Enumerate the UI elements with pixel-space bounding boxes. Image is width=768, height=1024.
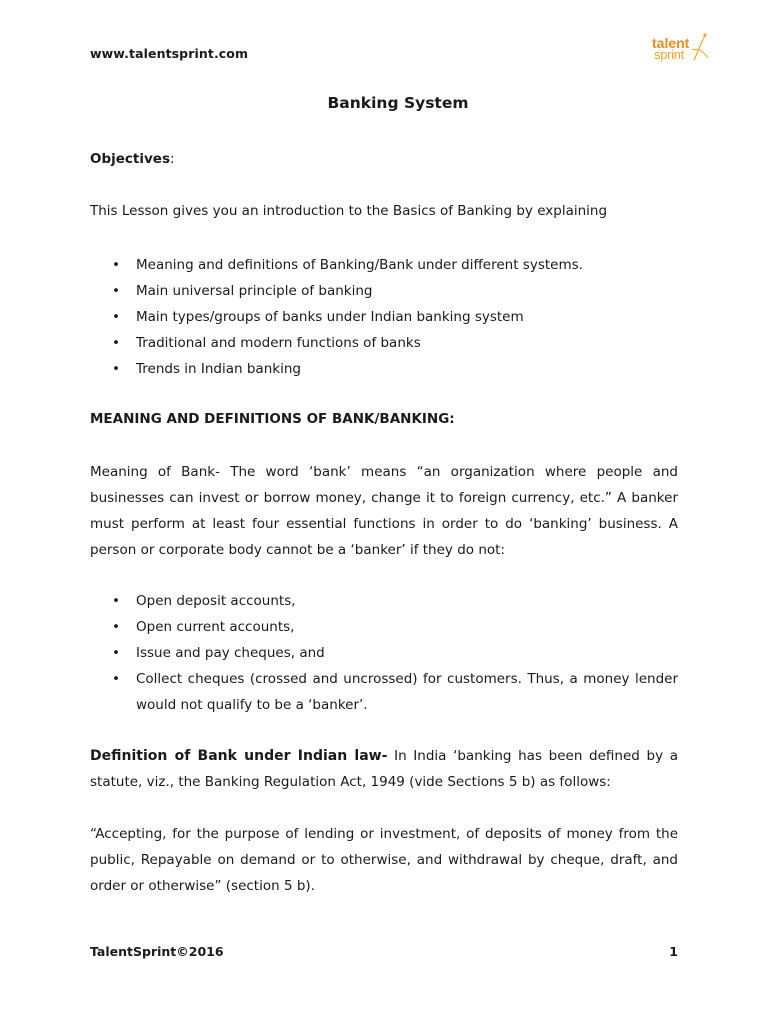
- list-item: • Meaning and definitions of Banking/Bank under different systems.: [90, 252, 583, 278]
- logo-line-talent: talent: [652, 35, 690, 51]
- footer-copyright: TalentSprint©2016: [90, 944, 224, 959]
- list-item: • Issue and pay cheques, and: [90, 640, 678, 666]
- page-number: 1: [669, 944, 678, 959]
- meaning-paragraph: Meaning of Bank- The word ‘bank’ means “an organization where people and businesses can invest or borrow money, change it to foreign currency, etc.” A banker must perform at least four essential functions in order to do ‘banking’ business. A person or corporate body cannot be a ‘banker’ if they do not:: [90, 464, 678, 558]
- list-item: • Main types/groups of banks under Indian banking system: [90, 304, 583, 330]
- logo-line-sprint: sprint: [654, 47, 684, 62]
- list-item: • Collect cheques (crossed and uncrossed) for customers. Thus, a money lender would not qualify to be a ‘banker’.: [90, 666, 678, 718]
- list-item: • Open deposit accounts,: [90, 588, 678, 614]
- definition-lead: Definition of Bank under Indian law-: [90, 748, 388, 764]
- banker-functions-list: [90, 588, 678, 718]
- list-item: • Main universal principle of banking: [90, 278, 583, 304]
- statute-quote: “Accepting, for the purpose of lending or investment, of deposits of money from the public, Repayable on demand or to otherwise, and withdrawal by cheque, draft, and order or otherwise” (section 5 b).: [90, 826, 678, 894]
- objectives-colon: :: [170, 151, 175, 167]
- objectives-heading: [90, 151, 175, 167]
- page-title: Banking System: [327, 94, 469, 112]
- definition-text: In India ‘banking has been defined by a statute, viz., the Banking Regulation Act, 1949 (vide Sections 5 b) as follows:: [90, 748, 678, 790]
- header-url[interactable]: www.talentsprint.com: [90, 46, 249, 61]
- objectives-label: Objectives: [90, 151, 170, 167]
- list-item: • Open current accounts,: [90, 614, 678, 640]
- objectives-list: [90, 252, 583, 382]
- talentsprint-logo: [648, 28, 710, 68]
- list-item: • Trends in Indian banking: [90, 356, 583, 382]
- section-heading: MEANING AND DEFINITIONS OF BANK/BANKING:: [90, 411, 455, 427]
- runner-swoosh-icon: [690, 30, 710, 64]
- definition-paragraph: [90, 743, 678, 795]
- list-item: • Traditional and modern functions of banks: [90, 330, 583, 356]
- objectives-intro: This Lesson gives you an introduction to the Basics of Banking by explaining: [90, 203, 608, 219]
